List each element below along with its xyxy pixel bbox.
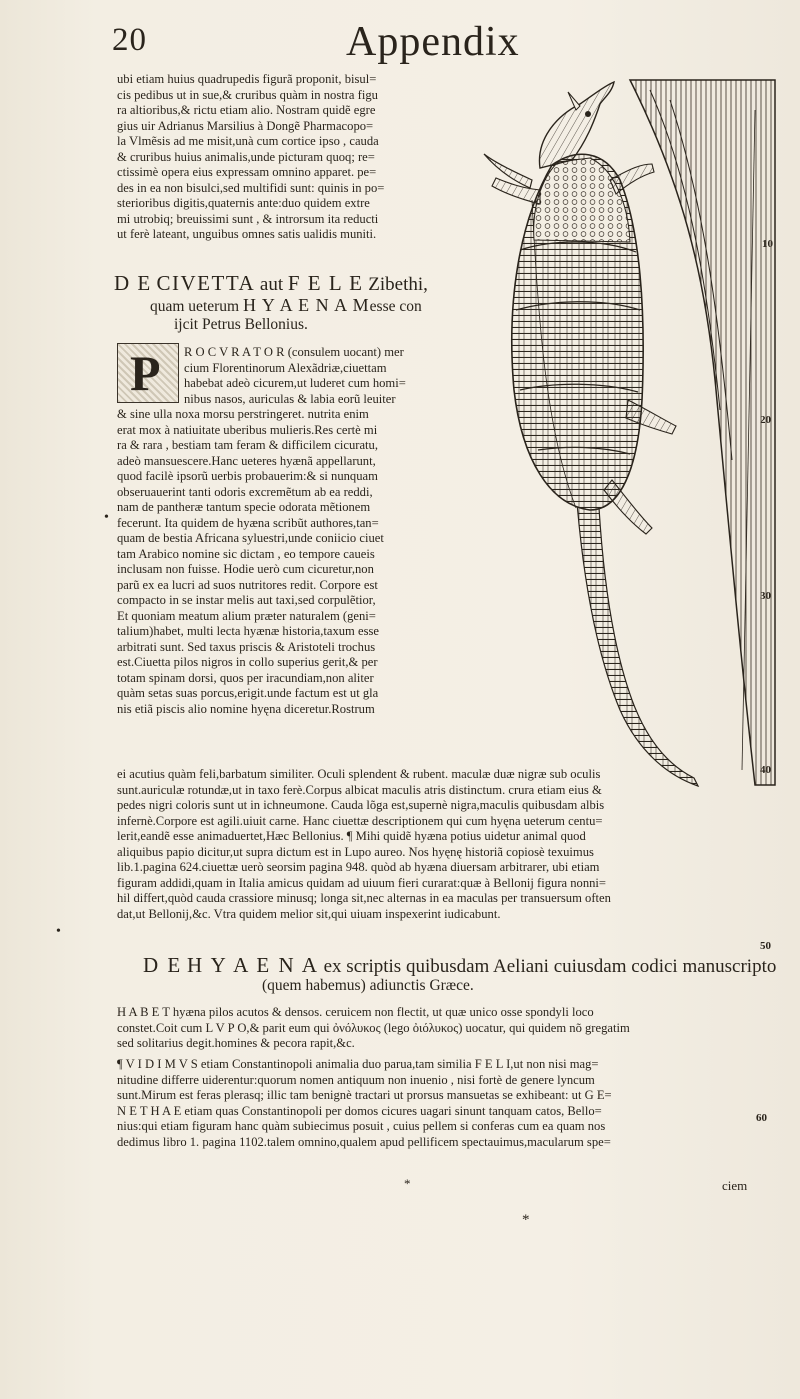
text-line: nis etiã piscis alio nomine hyęna diceretur.Rostrum bbox=[117, 701, 375, 716]
decorated-initial bbox=[117, 343, 179, 403]
text-line: sunt.auriculæ rotundæ,ut in taxo ferè.Corpus albicat maculis atris distinctum. crura etiam eius & bbox=[117, 782, 602, 797]
text-line: constet.Coit cum L V P O,& parit eum qui ὀνόλυκος (lego ὀιόλυκος) uocatur, qui quidem nõ gregatim bbox=[117, 1020, 630, 1035]
text-line: ei acutius quàm feli,barbatum similiter. Oculi splendent & rubent. maculæ duæ nigræ sub oculis bbox=[117, 767, 601, 781]
civetta-paragraph-full-width bbox=[117, 767, 611, 922]
text-line: R O C V R A T O R (consulem uocant) mer bbox=[184, 345, 404, 359]
text-line: mi utrobiq; breuissimi sunt , & introrsum ita reducti bbox=[117, 211, 379, 226]
text-line: & sine ulla noxa morsu perstringeret. nutrita enim bbox=[117, 407, 369, 421]
text-line: sed solitarius degit.homines & pecora rapit,&c. bbox=[117, 1036, 355, 1050]
civetta-paragraph bbox=[117, 407, 384, 717]
text-line: sunt.Mirum est feras plerasq; illic tam benignè tractari ut prorsus mansuetas se exhibeant: ut G E= bbox=[117, 1088, 612, 1102]
text-line: ut ferè lateant, unguibus omnes satis ualidis muniti. bbox=[117, 227, 377, 241]
text-line: est.Ciuetta pilos nigros in collo superius gerit,& per bbox=[117, 655, 378, 669]
text-line: ¶ V I D I M V S etiam Constantinopoli animalia duo parua,tam similia F E L I,ut non nisi mag= bbox=[117, 1057, 599, 1071]
section-heading-hyaena: D E H Y A E N A ex scriptis quibusdam Aeliani cuiusdam codici manuscripto bbox=[143, 953, 777, 977]
civetta-paragraph-start bbox=[184, 345, 406, 407]
text-line: la Vlmẽsis ad me misit,unà cum cortice ipso , cauda bbox=[117, 134, 379, 148]
text-line: habebat adeò cicurem,ut luderet cum homi= bbox=[184, 376, 406, 390]
text-line: ctissimè opera eius expressam omnino apparet. pe= bbox=[117, 165, 377, 179]
armadillo-woodcut bbox=[480, 70, 780, 790]
page-header bbox=[112, 18, 552, 68]
text-line: N E T H A E etiam quas Constantinopoli per domos cicures uagari sinunt tanquam catos, Bello= bbox=[117, 1103, 602, 1118]
signature-mark: * bbox=[522, 1212, 530, 1228]
text-line: adeò mansuescere.Hanc ueteres hyænã appellarunt, bbox=[117, 453, 376, 468]
text-line: obseruauerint tanti odoris excremẽtum ab ea reddi, bbox=[117, 484, 373, 499]
section-heading-civetta: D E CIVETTA aut F E L E Zibethi, bbox=[114, 271, 428, 295]
text-line: inclusam non fuisse. Hodie uerò cum cicuretur,non bbox=[117, 562, 374, 576]
catchword: ciem bbox=[722, 1178, 748, 1193]
hyaena-paragraph bbox=[117, 1005, 630, 1052]
text-line: ubi etiam huius quadrupedis figurã proponit, bisul= bbox=[117, 72, 377, 86]
text-line: parũ ex ea lucri ad suos nutritores redit. Corpore est bbox=[117, 577, 378, 592]
text-line: infernè.Corpore est agili.uiuit carne. Hanc ciuettæ descriptionem qui cum hyęna ueterum centu= bbox=[117, 813, 603, 828]
section-heading-civetta-line3: ijcit Petrus Bellonius. bbox=[174, 316, 308, 333]
text-line: & cruribus huius animalis,unde picturam quoq; re= bbox=[117, 149, 375, 164]
running-head: Appendix bbox=[346, 19, 520, 65]
text-line: lerit,eandẽ esse animaduertet,Hæc Bellonius. ¶ Mihi quidẽ hyæna potius uidetur animal quod bbox=[117, 829, 586, 843]
line-number-50: 50 bbox=[760, 940, 771, 952]
text-line: nitudine differre uiderentur:quorum nomen antiquum non inuenio , nisi fortè de genere lyncum bbox=[117, 1072, 595, 1087]
line-number-60: 60 bbox=[756, 1112, 767, 1124]
vidimus-paragraph bbox=[117, 1057, 612, 1150]
text-line: totam spinam dorsi, quos per iracundiam,non aliter bbox=[117, 670, 374, 685]
text-line: lib.1.pagina 624.ciuettæ uerò seorsim pagina 948. quòd ab hyæna diuersam arbitrarer, ubi etiam bbox=[117, 860, 600, 874]
text-line: gius uir Adrianus Marsilius à Dongẽ Pharmacopo= bbox=[117, 118, 374, 133]
text-line: pedes nigri coloris sunt ut in ichneumone. Cauda lõga est,supernè nigra,maculis quibusdam albis bbox=[117, 798, 605, 812]
text-line: arbitrati sunt. Sed taxus priscis & Aristoteli trochus bbox=[117, 639, 376, 654]
text-line: talium)habet, multi lecta hyænæ historia,taxum esse bbox=[117, 624, 379, 638]
text-line: cium Florentinorum Alexãdriæ,ciuettam bbox=[184, 360, 387, 375]
text-line: aliquibus papio dicitur,ut supra dictum est in Lupo aureo. Nos hyęnę historiã copiosè texuimus bbox=[117, 844, 594, 859]
text-line: erat mox à natiuitate uberibus mulieris.Res certè mi bbox=[117, 422, 378, 437]
text-line: ra & rara , bestiam tam feram & difficilem cicuratu, bbox=[117, 438, 378, 452]
text-line: dat,ut Bellonij,&c. Vtra quidem melior sit,qui uiuam inspexerint iudicabunt. bbox=[117, 906, 501, 921]
text-line: quod facilè ipsorũ uerbis probauerim:& si nunquam bbox=[117, 469, 378, 483]
section-heading-hyaena-line2: (quem habemus) adiunctis Græce. bbox=[262, 977, 474, 994]
initial-letter: P bbox=[130, 345, 161, 401]
text-line: dedimus libro 1. pagina 1102.talem omnino,qualem apud pellificem spectauimus,macularum spe= bbox=[117, 1134, 611, 1149]
text-line: nius:qui etiam figuram hanc quàm subiecimus posuit , cuius pellem si conferas cum ea quam nos bbox=[117, 1119, 606, 1133]
signature-mark: * bbox=[404, 1176, 411, 1191]
page-number: 20 bbox=[112, 22, 147, 58]
text-line: H A B E T hyæna pilos acutos & densos. ceruicem non flectit, ut quæ unico osse spondyli loco bbox=[117, 1005, 594, 1019]
text-line: quam de bestia Africana syluestri,unde coniicio ciuet bbox=[117, 531, 384, 545]
text-line: sterioribus digitis,quaternis ante:duo quidem extre bbox=[117, 196, 370, 210]
text-line: ra altioribus,& rictu etiam alio. Nostram quidẽ egre bbox=[117, 103, 376, 117]
margin-dot: • bbox=[56, 924, 61, 939]
text-line: hil differt,quòd cauda crassiore minusq; longa sit,nec alternas in ea maculas per transuersum often bbox=[117, 891, 611, 905]
text-line: figuram addidi,quam in Italia amicus quidam ad uiuum fieri curarat:quæ à Bellonij figura nonni= bbox=[117, 875, 607, 890]
text-line: fecerunt. Ita quidem de hyæna scribũt authores,tan= bbox=[117, 515, 379, 530]
text-line: quàm setas suas porcus,erigit.unde factum est ut gla bbox=[117, 686, 379, 700]
text-line: cis pedibus ut in sue,& cruribus quàm in nostra figu bbox=[117, 87, 378, 102]
margin-dot: • bbox=[104, 510, 109, 525]
text-line: compacto in se instar melis aut taxi,sed corpulẽtior, bbox=[117, 593, 376, 607]
text-line: tam Arabico nomine sic dictam , eo tempore caueis bbox=[117, 546, 375, 561]
text-line: nibus nasos, auriculas & labia eorũ leuiter bbox=[184, 391, 396, 406]
text-line: Et quoniam meatum alium præter naturalem (geni= bbox=[117, 608, 376, 623]
text-line: nam de pantheræ tantum specie odorata mẽtionem bbox=[117, 500, 371, 514]
text-line: des in ea non bisulci,sed multifidi sunt: quinis in po= bbox=[117, 180, 385, 195]
section-heading-civetta-line2: quam ueterum H Y A E N A Messe con bbox=[150, 295, 422, 315]
intro-paragraph bbox=[117, 72, 497, 243]
